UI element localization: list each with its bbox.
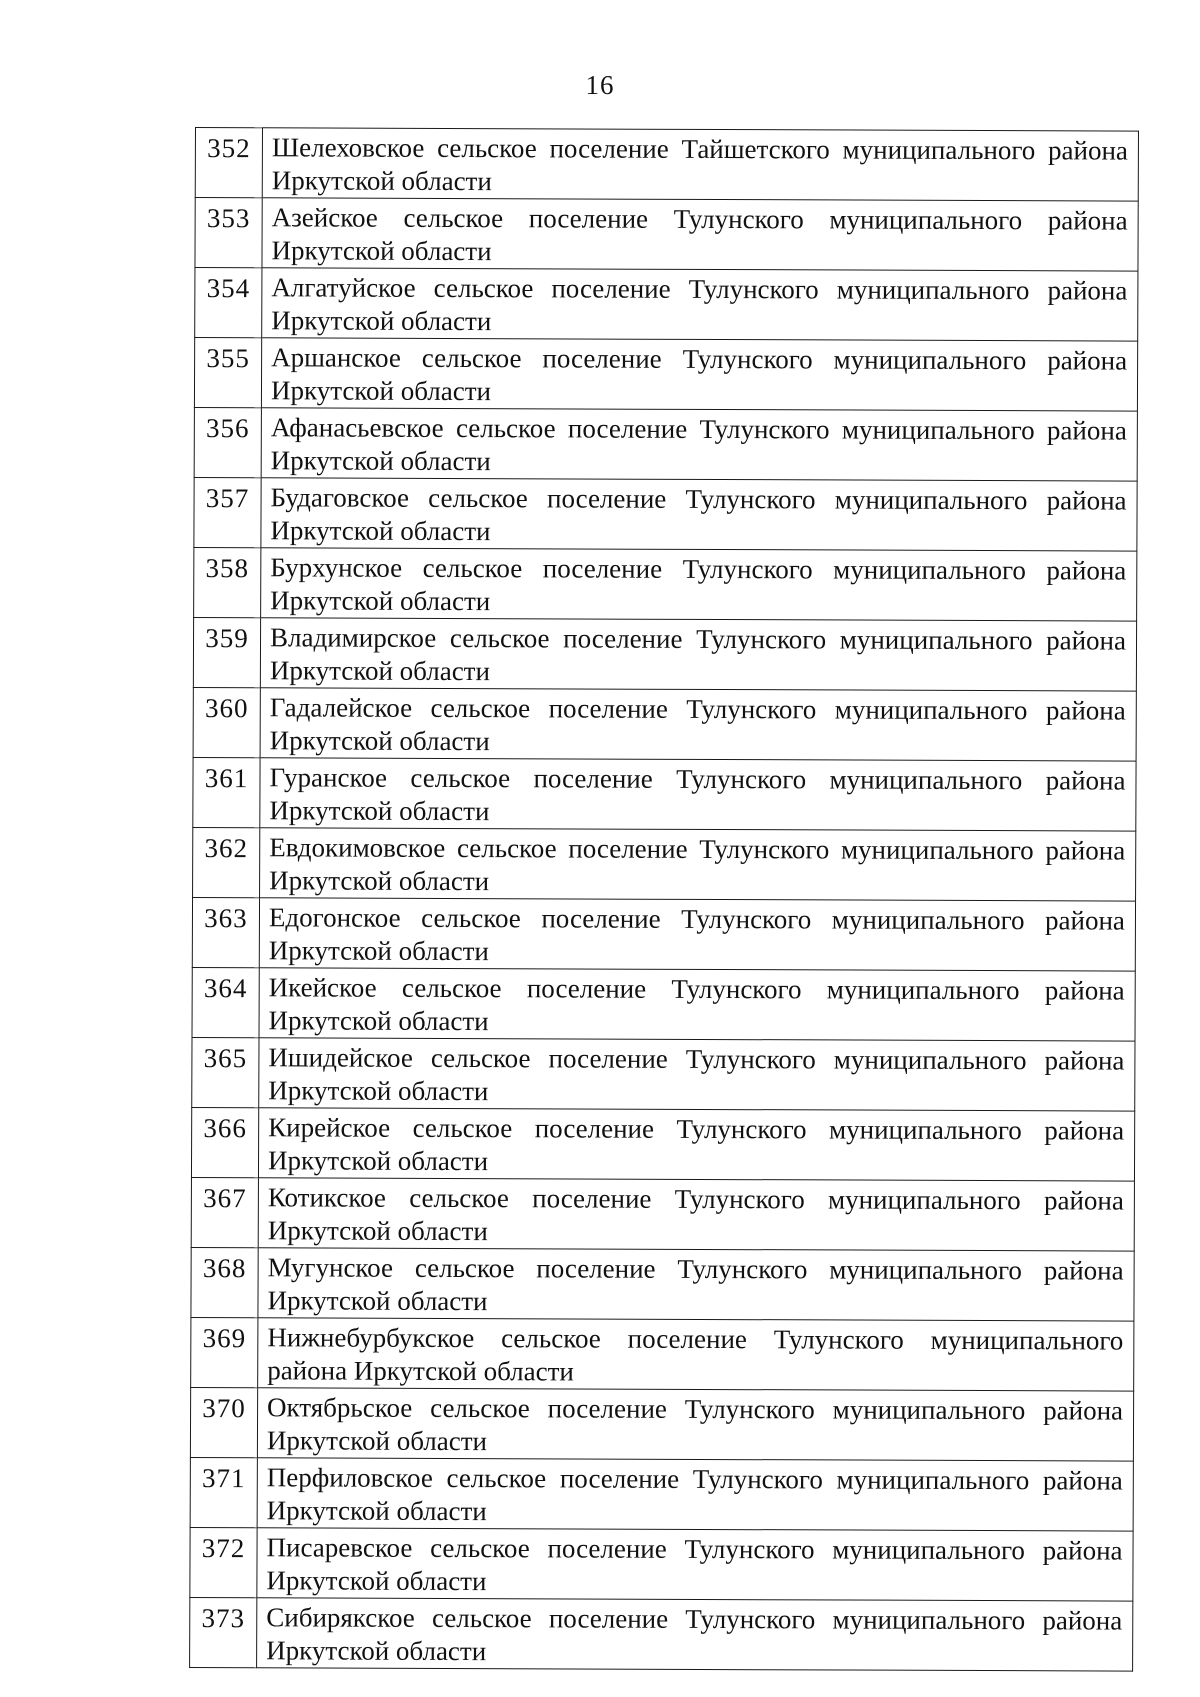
row-number: 360 bbox=[193, 687, 260, 757]
settlement-name bbox=[257, 1388, 1133, 1461]
settlement-name bbox=[259, 898, 1135, 971]
table-row bbox=[190, 1387, 1133, 1461]
settlement-name-text: Гуранское сельское поселение Тулунского муниципального района Иркутской области bbox=[269, 762, 1126, 827]
table-row bbox=[193, 827, 1136, 901]
row-number: 353 bbox=[195, 198, 262, 268]
table-row bbox=[191, 1247, 1134, 1321]
page-number: 16 bbox=[585, 70, 615, 100]
table-row bbox=[192, 967, 1135, 1041]
settlement-name bbox=[261, 408, 1137, 481]
table-row bbox=[192, 1037, 1135, 1111]
table-row bbox=[191, 1107, 1134, 1181]
row-number: 362 bbox=[193, 827, 260, 897]
row-number: 371 bbox=[190, 1457, 257, 1527]
settlement-name-text: Нижнебурбукское сельское поселение Тулунского муниципального района Иркутской области bbox=[267, 1322, 1124, 1387]
settlement-name-text: Гадалейское сельское поселение Тулунского муниципального района Иркутской области bbox=[269, 692, 1126, 757]
row-number: 364 bbox=[192, 967, 259, 1037]
settlement-name-text: Азейское сельское поселение Тулунского муниципального района Иркутской области bbox=[271, 202, 1128, 267]
settlement-name-text: Бурхунское сельское поселение Тулунского муниципального района Иркутской области bbox=[270, 552, 1127, 617]
settlement-name bbox=[258, 1178, 1134, 1251]
settlement-name-text: Октябрьское сельское поселение Тулунского муниципального района Иркутской области bbox=[266, 1392, 1124, 1457]
settlement-name bbox=[262, 128, 1138, 201]
row-number: 356 bbox=[194, 407, 261, 477]
row-number: 358 bbox=[194, 547, 261, 617]
row-number: 359 bbox=[193, 617, 260, 687]
row-number: 354 bbox=[195, 268, 262, 338]
settlement-name bbox=[262, 198, 1138, 271]
settlement-name bbox=[258, 1248, 1134, 1321]
settlement-name bbox=[258, 1108, 1134, 1181]
settlement-name bbox=[260, 828, 1136, 901]
settlement-name bbox=[260, 758, 1136, 831]
row-number: 352 bbox=[195, 128, 262, 198]
row-number: 372 bbox=[190, 1527, 257, 1597]
table-row bbox=[195, 128, 1138, 202]
table-row bbox=[194, 547, 1137, 621]
row-number: 357 bbox=[194, 477, 261, 547]
table-row bbox=[190, 1457, 1133, 1531]
row-number: 370 bbox=[190, 1387, 257, 1457]
table-row bbox=[194, 477, 1137, 551]
settlement-name bbox=[257, 1528, 1133, 1601]
settlement-name bbox=[258, 1318, 1134, 1391]
settlement-name-text: Котикское сельское поселение Тулунского муниципального района Иркутской области bbox=[267, 1182, 1124, 1247]
row-number: 365 bbox=[192, 1037, 259, 1107]
settlement-name-text: Мугунское сельское поселение Тулунского муниципального района Иркутской области bbox=[267, 1252, 1124, 1317]
settlement-name-text: Афанасьевское сельское поселение Тулунского муниципального района Иркутской области bbox=[270, 412, 1127, 477]
settlement-name bbox=[260, 618, 1136, 691]
table-row bbox=[193, 617, 1136, 691]
settlements-table-body bbox=[190, 128, 1139, 1672]
row-number: 368 bbox=[191, 1247, 258, 1317]
settlement-name-text: Перфиловское сельское поселение Тулунского муниципального района Иркутской области bbox=[266, 1462, 1123, 1527]
table-row bbox=[191, 1317, 1134, 1391]
settlement-name-text: Ишидейское сельское поселение Тулунского муниципального района Иркутской области bbox=[268, 1042, 1125, 1107]
table-row bbox=[195, 268, 1138, 342]
settlement-name-text: Аршанское сельское поселение Тулунского муниципального района Иркутской области bbox=[270, 342, 1128, 407]
settlement-name bbox=[259, 968, 1135, 1041]
settlement-name bbox=[259, 1038, 1135, 1111]
settlement-name bbox=[257, 1598, 1133, 1671]
settlement-name-text: Писаревское сельское поселение Тулунского муниципального района Иркутской области bbox=[266, 1532, 1123, 1597]
settlement-name bbox=[262, 268, 1138, 341]
row-number: 361 bbox=[193, 757, 260, 827]
settlement-name-text: Евдокимовское сельское поселение Тулунского муниципального района Иркутской области bbox=[269, 832, 1126, 897]
settlement-name-text: Икейское сельское поселение Тулунского муниципального района Иркутской области bbox=[268, 972, 1125, 1037]
row-number: 363 bbox=[192, 897, 259, 967]
settlement-name-text: Шелеховское сельское поселение Тайшетского муниципального района Иркутской области bbox=[271, 132, 1128, 197]
row-number: 355 bbox=[194, 338, 261, 408]
settlement-name bbox=[260, 688, 1136, 761]
settlement-name-text: Алгатуйское сельское поселение Тулунского муниципального района Иркутской области bbox=[271, 272, 1128, 337]
table-row bbox=[194, 338, 1137, 412]
table-row bbox=[193, 757, 1136, 831]
settlement-name bbox=[261, 338, 1137, 411]
table-row bbox=[190, 1597, 1133, 1671]
row-number: 369 bbox=[191, 1317, 258, 1387]
settlement-name bbox=[257, 1458, 1133, 1531]
table-row bbox=[195, 198, 1138, 272]
table-row bbox=[192, 897, 1135, 971]
row-number: 373 bbox=[190, 1597, 257, 1667]
table-row bbox=[193, 687, 1136, 761]
table-row bbox=[191, 1177, 1134, 1251]
settlement-name bbox=[261, 548, 1137, 621]
settlement-name-text: Кирейское сельское поселение Тулунского муниципального района Иркутской области bbox=[267, 1112, 1125, 1177]
settlement-name-text: Едогонское сельское поселение Тулунского муниципального района Иркутской области bbox=[268, 902, 1126, 967]
settlements-table bbox=[189, 127, 1139, 1672]
settlement-name bbox=[261, 478, 1137, 551]
table-row bbox=[194, 407, 1137, 481]
settlement-name-text: Будаговское сельское поселение Тулунского муниципального района Иркутской области bbox=[270, 482, 1127, 547]
table-row bbox=[190, 1527, 1133, 1601]
settlement-name-text: Сибирякское сельское поселение Тулунского муниципального района Иркутской области bbox=[266, 1602, 1123, 1667]
settlement-name-text: Владимирское сельское поселение Тулунского муниципального района Иркутской области bbox=[269, 622, 1127, 687]
row-number: 367 bbox=[191, 1177, 258, 1247]
row-number: 366 bbox=[191, 1107, 258, 1177]
